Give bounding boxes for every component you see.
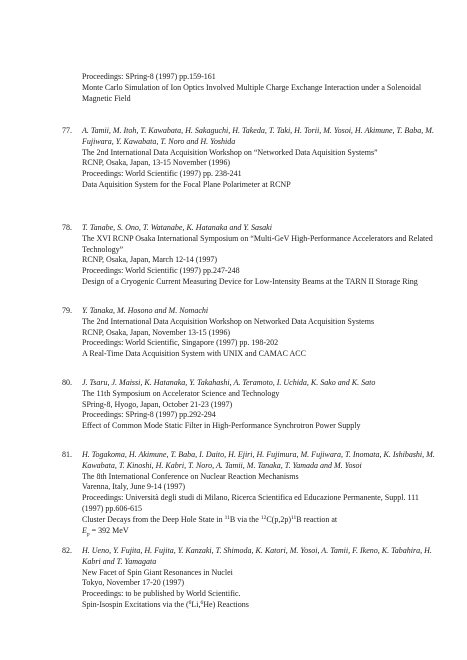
reference-entry — [62, 126, 442, 191]
entry-number: 82. — [62, 546, 72, 555]
conference-name: The XVI RCNP Osaka International Symposium on “Multi-GeV High-Performance Accelerators and Related Technology” — [82, 233, 433, 254]
conference-name: The 2nd International Data Acquisition Workshop on “Networked Data Aquisition Systems” — [82, 147, 378, 157]
paper-title: Effect of Common Mode Static Filter in High-Performance Synchrotron Power Supply — [82, 421, 361, 431]
author-list: J. Tsaru, J. Maissi, K. Hatanaka, Y. Takahashi, A. Teramoto, I. Uchida, K. Sako and K. Sato — [82, 378, 376, 387]
paper-title: Cluster Decays from the Deep Hole State in $^{11}$B via the $^{12}C(p,2p)^{11}B$ reaction at $E_p = 392$ MeV — [82, 514, 338, 538]
author-list: Y. Tanaka, M. Hosono and M. Nomachi — [82, 306, 209, 315]
author-list: H. Ueno, Y. Fujita, H. Fujita, Y. Kanzaki, T. Shimoda, K. Katori, M. Yosoi, A. Tamii, F. Ikeno, K. Tabahira, H. Kabri and T. Yamagata — [82, 546, 432, 566]
proceedings-line: Proceedings: SPring-8 (1997) pp.292-294 — [82, 410, 216, 420]
entry-number: 80. — [62, 378, 72, 387]
venue-date: RCNP, Osaka, Japan, November 13-15 (1996) — [82, 327, 230, 337]
venue-date: SPring-8, Hyogo, Japan, October 21-23 (1997) — [82, 399, 233, 409]
conference-name: The 11th Symposium on Accelerator Science and Technology — [82, 388, 280, 398]
reference-entry — [62, 378, 442, 432]
venue-date: RCNP, Osaka, Japan, 13-15 November (1996) — [82, 158, 230, 168]
reference-entry — [62, 450, 442, 540]
reference-entry — [62, 546, 442, 611]
entry-number: 78. — [62, 223, 72, 232]
entry-number: 77. — [62, 126, 72, 135]
proceedings-line: Proceedings: Università degli studi di Milano, Ricerca Scientifica ed Educazione Permanente, Suppl. 111 (1997) pp.606-615 — [82, 493, 419, 513]
venue-date: RCNP, Osaka, Japan, March 12-14 (1997) — [82, 255, 218, 265]
paper-title: Design of a Cryogenic Current Measuring Device for Low-Intensity Beams at the TARN II Storage Ring — [82, 276, 418, 286]
paper-title: Data Aquisition System for the Focal Plane Polarimeter at RCNP — [82, 179, 291, 189]
author-list: T. Tanabe, S. Ono, T. Watanabe, K. Hatanaka and Y. Sasaki — [82, 223, 272, 232]
conference-name: The 8th International Conference on Nuclear Reaction Mechanisms — [82, 471, 299, 481]
paper-title: A Real-Time Data Acquisition System with UNIX and CAMAC ACC — [82, 349, 306, 359]
reference-continuation — [82, 72, 432, 104]
paper-title: Spin-Isospin Excitations via the ($^6$Li,$^6$He) Reactions — [82, 599, 249, 609]
entry-number: 81. — [62, 450, 72, 459]
proceedings-line: Proceedings: World Scientific (1997) pp.247-248 — [82, 266, 240, 276]
author-list: A. Tamii, M. Itoh, T. Kawabata, H. Sakaguchi, H. Takeda, T. Taki, H. Torii, M. Yosoi, H. Akimune, T. Baba, M. Fujiwara, Y. Kawabata, T. Noro and H. Yoshida — [82, 126, 434, 146]
conference-name: New Facet of Spin Giant Resonances in Nuclei — [82, 567, 233, 577]
proceedings-line: Proceedings: to be published by World Scientific. — [82, 589, 241, 599]
conference-name: The 2nd International Data Acquisition Workshop on Networked Data Acquisition Systems — [82, 316, 375, 326]
entry-number: 79. — [62, 306, 72, 315]
paper-title: Monte Carlo Simulation of Ion Optics Involved Multiple Charge Exchange Interaction under a Solenoidal Magnetic Field — [82, 82, 422, 103]
reference-entry — [62, 306, 442, 360]
venue-date: Varenna, Italy, June 9-14 (1997) — [82, 482, 186, 492]
author-list: H. Togakoma, H. Akimune, T. Baba, I. Daito, H. Ejiri, H. Fujimura, M. Fujiwara, T. Inomata, K. Ishibashi, M. Kawabata, T. Kinoshi, H. Kabri, T. Noro, A. Tamii, M. Tanaka, T. Yamada and M. Yosoi — [82, 450, 435, 470]
proceedings-line: Proceedings: World Scientific, Singapore (1997) pp. 198-202 — [82, 338, 279, 348]
proceedings-line: Proceedings: SPring-8 (1997) pp.159-161 — [82, 72, 216, 81]
venue-date: Tokyo, November 17-20 (1997) — [82, 578, 185, 588]
reference-entry — [62, 223, 442, 288]
proceedings-line: Proceedings: World Scientific (1997) pp. 238-241 — [82, 169, 242, 179]
